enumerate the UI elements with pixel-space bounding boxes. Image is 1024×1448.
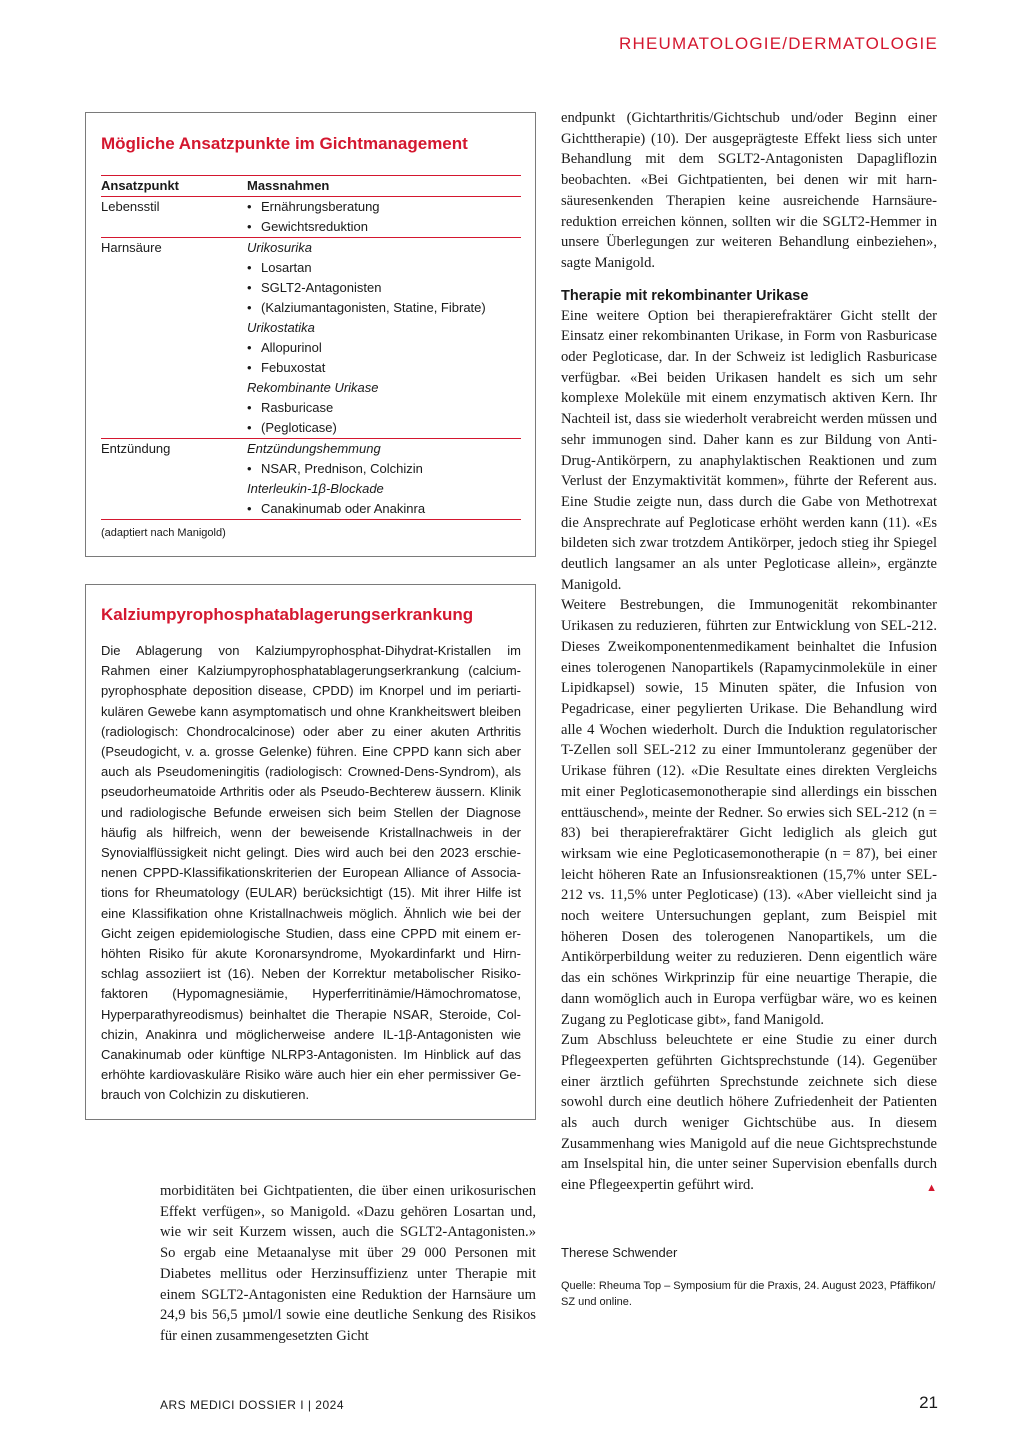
table-note: (adaptiert nach Manigold) <box>101 527 226 539</box>
table-row <box>101 298 521 318</box>
article-paragraph: Eine weitere Option bei therapierefraktärer Gicht stellt der Einsatz einer rekombinanten Urikase, in Form von Rasburicase oder Pegloticase, dar. In der Schweiz ist lediglich Rasburicase verfügbar. «Bei beiden Urikasen handelt es sich um sehr komplexe Moleküle mit einem enzymatisch aktiven Kern. Ihr Nachteil ist, dass sie wiederholt verabreicht werden müssen und sehr immunogen sind. Daher kann es zur Bildung von Anti-Drug-Antikörpern, zu anaphylaktischen Reaktionen und zum Verlust der Enzymaktivität kommen», führte der Referent aus. Eine Studie zeigte nun, dass durch die Gabe von Methotrexat die Ansprechrate auf Pegloticase erhöht werden kann (11). «Es bildeten sich zwar trotzdem Antikörper, jedoch stieg ihr Spiegel deutlich langsamer an als unter Pegloticase allein», ergänzte Manigold. <box>561 307 937 593</box>
table-row <box>101 398 521 418</box>
table-row <box>101 318 521 338</box>
table-item: • Losartan <box>247 260 312 275</box>
table-row <box>101 338 521 358</box>
table-row <box>101 258 521 278</box>
right-column <box>561 108 937 1199</box>
box-text: Die Ablagerung von Kalziumpyrophosphat-Dihydrat-Kristallen im Rahmen einer Kalziumpyrophosphatablagerungserkrankung (calciumpyrophosphate deposition disease, CPDD) im Knorpel und im periartikulären Gewebe kann asymptomatisch und ohne Krankheitswert bleiben (radiologisch: Chondrocalcinose) oder aber zu einer akuten Arthritis (Pseudogicht, v. a. grosse Gelenke) führen. Eine CPPD kann sich aber auch als Pseudomeningitis (radiologisch: Crowned-Dens-Syndrom), als pseudorheumatoide Arthritis oder als Pseudo-Bechterew äussern. Klinik und radiologische Befunde erweisen sich beim Stellen der Diagnose häufig als hilfreich, wenn der beweisende Kristallnachweis in der Synovialflüssigkeit nicht gelingt. Dies wird auch bei den 2023 erschienenen CPPD-Klassifikationskriterien der European Alliance of Associations for Rheumatology (EULAR) berücksichtigt (15). Mit ihrer Hilfe ist eine Klassifikation ohne Kristallnachweis möglich. Ähnlich wie bei der Gicht zeigen epidemiologische Studien, dass eine CPPD mit einem erhöhten Risiko für akute Koronarsyndrome, Myokardinfarkt und Hirnschlag assoziiert ist (16). Neben der Korrektur metabolischer Risikofaktoren (Hypomagnesiämie, Hyperferritinämie/Hämochromatose, Hyperparathyreodismus) beinhaltet die Therapie NSAR, Steroide, Colchizin, Anakinra und möglicherweise andere IL-1β-Antagonisten wie Canakinumab oder künftige NLRP3-Antagonisten. Im Hinblick auf das erhöhte kardiovaskuläre Risiko wäre auch hier ein eher permissiver Gebrauch von Colchizin zu diskutieren. <box>101 643 521 1103</box>
table-row <box>101 378 521 398</box>
source-note: Quelle: Rheuma Top – Symposium für die Praxis, 24. August 2023, Pfäffikon/ SZ und online. <box>561 1280 936 1308</box>
table-row <box>101 418 521 439</box>
article-paragraph-text: Zum Abschluss beleuchtete er eine Studie zu einer durch Pflegeexperten geführten Gichtsprechstunde (14). Gegenüber einer ärztlich geführten Sprechstunde zeichnete sich diese sowohl durch eine deutlich höhere Zufriedenheit der Patienten als auch durch weniger Gichtschübe aus. In diesem Zusammenhang wies Manigold auf die neue Gichtsprechstunde am Inselspital hin, die unter seiner Supervision ebenfalls durch eine Pflegeexpertin geführt wird. <box>561 1032 937 1194</box>
table-row <box>101 197 521 218</box>
table-item: • (Pegloticase) <box>247 420 337 435</box>
table-item: • Febuxostat <box>247 360 325 375</box>
author-name: Therese Schwender <box>561 1245 678 1260</box>
table-item: • Ernährungsberatung <box>247 199 380 214</box>
col-header-massnahmen: Massnahmen <box>247 176 521 197</box>
col-header-ansatzpunkt: Ansatzpunkt <box>101 176 247 197</box>
left-column <box>160 1181 536 1347</box>
article-paragraph: morbiditäten bei Gichtpatienten, die über einen urikosurischen Effekt verfügen», so Manigold. «Dazu gehören Losartan und, wie wir seit Kurzem wissen, auch die SGLT2-Antagonisten.» So ergab eine Metaanalyse mit über 29 000 Personen mit Diabetes mellitus oder Herzinsuffizienz unter Therapie mit einem SGLT2-Antagonisten eine Reduktion der Harnsäure um 24,9 bis 56,5 µmol/l sowie eine deutliche Senkung des Risikos für einen zusammengesetzten Gicht <box>160 1183 536 1344</box>
table-row <box>101 238 521 259</box>
article-paragraph-last <box>561 1030 937 1196</box>
table-item: • NSAR, Prednison, Colchizin <box>247 461 423 476</box>
table-category: Urikostatika <box>247 320 315 335</box>
table-row <box>101 278 521 298</box>
box-title: Mögliche Ansatzpunkte im Gichtmanagement <box>101 134 468 153</box>
table-item: • Gewichtsreduktion <box>247 219 368 234</box>
table-header-row <box>101 176 521 197</box>
table-item: • Allopurinol <box>247 340 322 355</box>
end-triangle-icon: ▲ <box>926 1182 937 1195</box>
article-subheading: Therapie mit rekombinanter Urikase <box>561 287 809 304</box>
info-box-cppd <box>85 584 536 1120</box>
table-row <box>101 459 521 479</box>
ansatz-table <box>101 175 521 520</box>
page-number: 21 <box>919 1393 938 1412</box>
table-category: Interleukin-1β-Blockade <box>247 481 384 496</box>
table-row <box>101 217 521 238</box>
row-label: Harnsäure <box>101 238 247 259</box>
table-item: • Rasburicase <box>247 400 333 415</box>
article-paragraph: Weitere Bestrebungen, die Immunogenität rekombinanter Urikasen zu reduzieren, führten zur Entwicklung von SEL-212. Dieses Zweikomponentenmedikament beinhaltet die Infusion eines tolerogenen Nanopartikels (Rapamycinmoleküle in einer Lipidkapsel) sowie, 15 Minuten später, die Infusion von Pegadricase, einer pegylierten Urikase. Die Behandlung wird alle 4 Wochen wiederholt. Durch die Induktion regulatorischer T-Zellen soll SEL-212 zu einer Immuntoleranz gegenüber der Urikase führen (12). «Die Resultate eines direkten Vergleichs mit einer Pegloticasemonotherapie sind allerdings ein bisschen enttäuschend», meinte der Redner. So erwies sich SEL-212 (n = 83) bei therapierefraktärer Gicht lediglich als gleich gut wirksam wie eine Pegloticasemonotherapie (n = 87), bei einer leicht höheren Rate an Infusionsreaktionen (15,7% unter SEL-212 vs. 11,5% unter Pegloticase) (13). «Aber vielleicht sind ja noch weitere Untersuchungen geplant, zum Beispiel mit höheren Dosen des tolerogenen Nanopartikels, um die Antikörperbildung weiter zu reduzieren. Denn eigentlich wäre das ein schönes Wirkprinzip für eine neuartige Therapie, die dann womöglich auch in Europa verfügbar wäre, wo es keinen Zugang zu Pegloticase gibt», fand Manigold. <box>561 597 937 1028</box>
table-category: Entzündungshemmung <box>247 441 381 456</box>
row-label: Entzündung <box>101 439 247 460</box>
table-row <box>101 358 521 378</box>
table-item: • SGLT2-Antagonisten <box>247 280 381 295</box>
table-row <box>101 499 521 520</box>
footer-journal: ARS MEDICI DOSSIER I | 2024 <box>160 1398 345 1412</box>
table-row <box>101 439 521 460</box>
info-box-gichtmanagement <box>85 112 536 557</box>
article-paragraph: endpunkt (Gichtarthritis/Gichtschub und/oder Beginn einer Gichttherapie) (10). Der ausgeprägteste Effekt liess sich unter Behandlung mit dem SGLT2-Antagonisten Dapagliflozin beobachten. «Bei Gichtpatienten, bei denen wir mit harnsäuresenkenden Therapien keine ausreichende Harnsäurereduktion erreichen können, sollten wir die SGLT2-Hemmer in unsere Überlegungen zur weiteren Behandlung einbeziehen», sagte Manigold. <box>561 110 937 271</box>
table-row <box>101 479 521 499</box>
section-title: RHEUMATOLOGIE/DERMATOLOGIE <box>619 34 938 53</box>
table-category: Urikosurika <box>247 240 313 255</box>
table-category: Rekombinante Urikase <box>247 380 379 395</box>
row-label: Lebensstil <box>101 199 160 214</box>
table-item: • Canakinumab oder Anakinra <box>247 501 425 516</box>
table-item: • (Kalziumantagonisten, Statine, Fibrate) <box>247 300 486 315</box>
box-title: Kalziumpyrophosphatablagerungserkrankung <box>101 605 474 624</box>
